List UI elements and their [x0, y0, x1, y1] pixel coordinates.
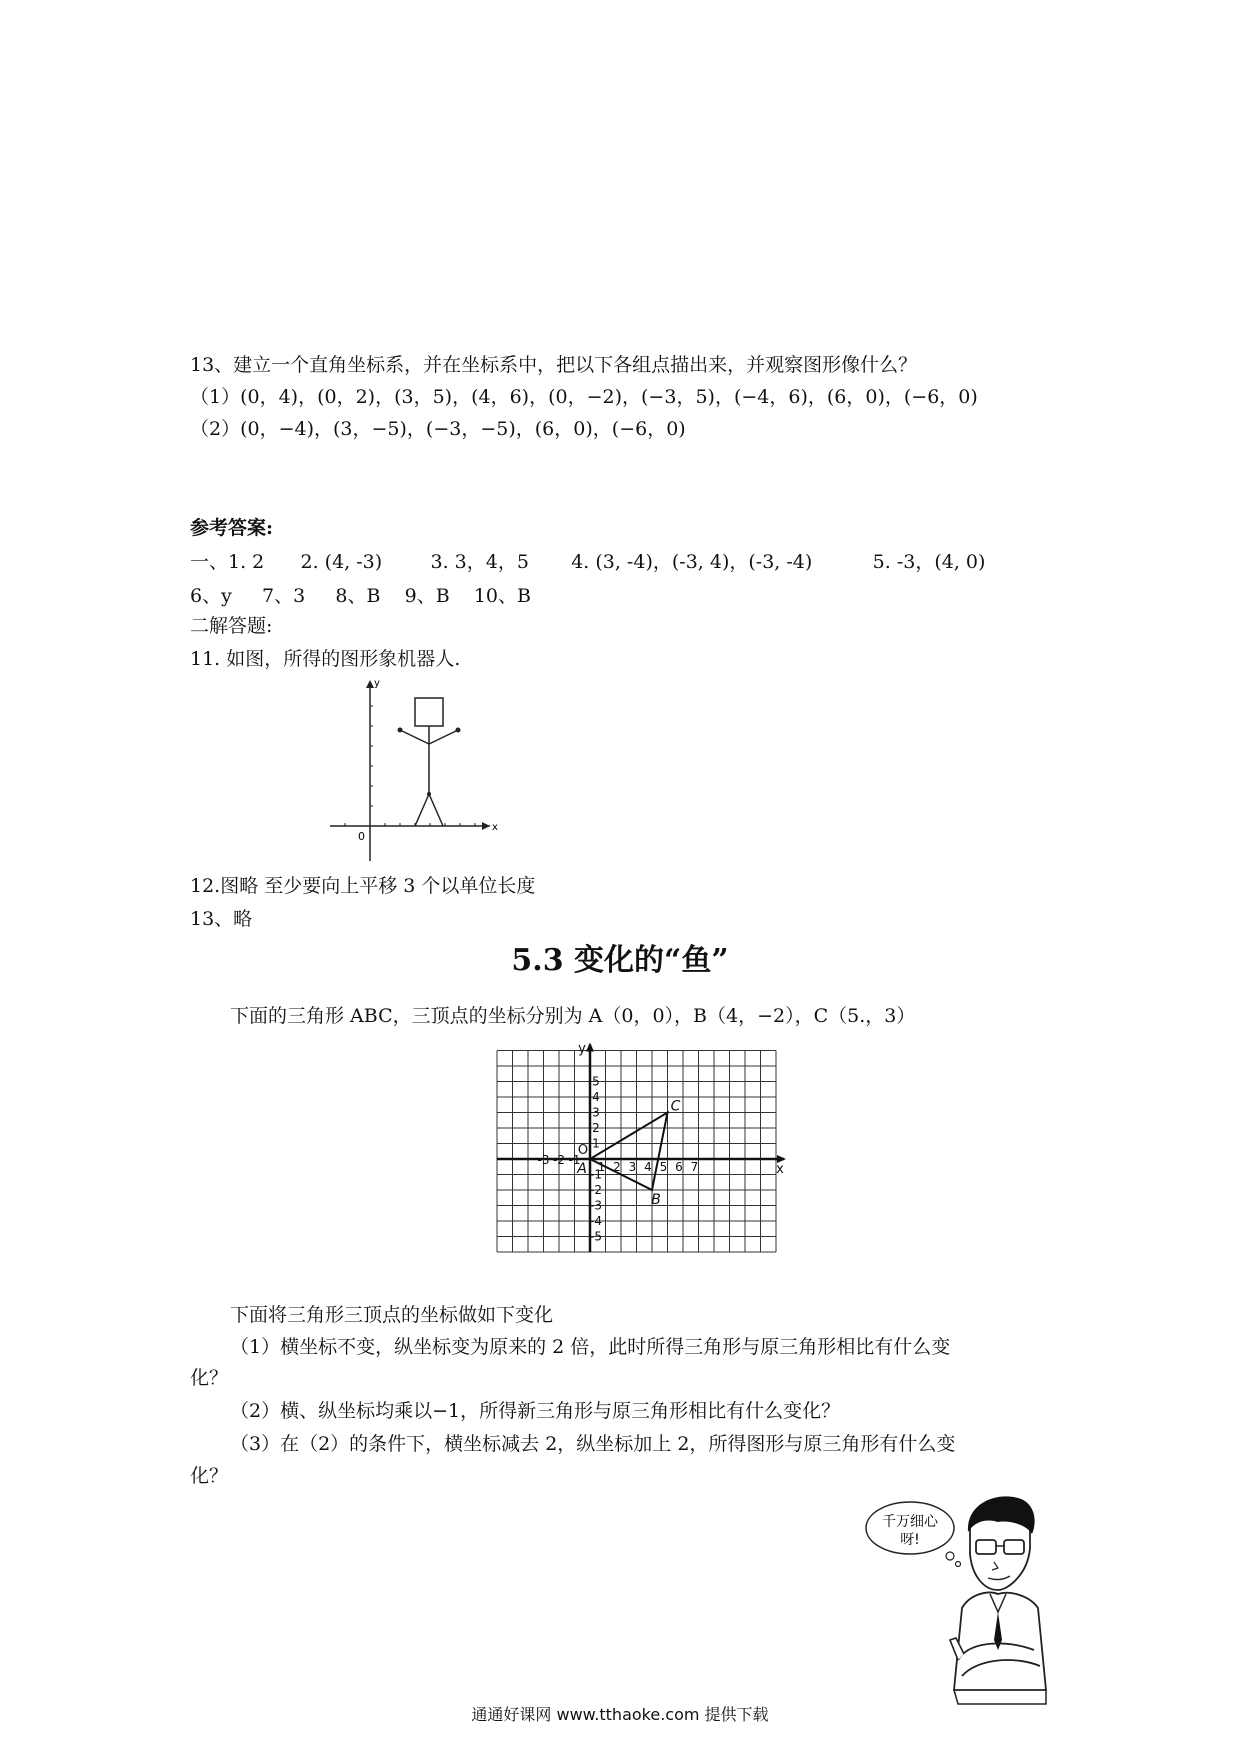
task-1-line-2: 化？ [190, 1367, 229, 1389]
y-axis-arrow [586, 1043, 594, 1052]
x-tick-label: 6 [675, 1160, 683, 1174]
robot-y-label: y [374, 678, 380, 689]
y-tick-label: 3 [592, 1105, 600, 1120]
robot-head [415, 698, 443, 726]
answer-12: 12.图略 至少要向上平移 3 个以单位长度 [190, 875, 536, 897]
robot-left-leg [415, 794, 429, 826]
section-title: 5.3 变化的“鱼” [511, 943, 729, 978]
answers-heading: 参考答案: [190, 517, 274, 539]
task-1-line-1: （1）横坐标不变，纵坐标变为原来的 2 倍，此时所得三角形与原三角形相比有什么变 [230, 1336, 951, 1358]
x-tick-label: -3 [537, 1153, 550, 1167]
robot-x-label: x [492, 822, 498, 833]
robot-origin-label: 0 [358, 830, 365, 843]
tasks-intro: 下面将三角形三顶点的坐标做如下变化 [230, 1304, 554, 1326]
origin-label: O [577, 1143, 589, 1158]
y-tick-label: -3 [590, 1198, 602, 1213]
y-axis-label: y [578, 1041, 586, 1057]
x-tick-label: 2 [613, 1160, 621, 1174]
x-tick-label: 4 [644, 1160, 652, 1174]
task-2: （2）横、纵坐标均乘以−1，所得新三角形与原三角形相比有什么变化？ [230, 1400, 841, 1422]
vertex-label-c: C [670, 1098, 681, 1115]
answers-row-1: 一、1. 2 2. (4, -3) 3. 3，4，5 4. (3, -4)，(-3, 4)，(-3, -4) 5. -3，(4, 0) [190, 551, 986, 573]
x-tick-label: 5 [659, 1160, 668, 1174]
y-tick-label: -5 [590, 1229, 602, 1244]
x-tick-label: -2 [553, 1153, 565, 1167]
y-tick-label: -2 [590, 1183, 602, 1197]
y-tick-label: -4 [590, 1214, 602, 1228]
y-tick-label: 5 [592, 1074, 600, 1089]
x-axis-label: x [776, 1162, 784, 1177]
answers-section-2: 二解答题: [190, 615, 273, 637]
robot-figure [330, 676, 500, 866]
vertex-label-a: A [577, 1161, 587, 1177]
question-13-points-2: （2）(0，−4)，(3，−5)，(−3，−5)，(6，0)，(−6，0) [190, 418, 686, 440]
answers-row-2: 6、y 7、3 8、B 9、B 10、B [190, 585, 531, 607]
bubble-text-line-1: 千万细心 [882, 1514, 938, 1530]
x-tick-label: 1 [597, 1160, 606, 1174]
question-13-points-1: （1）(0，4)，(0，2)，(3，5)，(4，6)，(0，−2)，(−3，5)，(−4，6)，(6，0)，(−6，0) [190, 386, 978, 408]
robot-right-arm [429, 730, 458, 744]
robot-right-leg [429, 794, 443, 826]
x-tick-label: 7 [690, 1160, 699, 1174]
x-tick-label: 3 [628, 1160, 637, 1174]
bubble-text-line-2: 呀! [900, 1532, 920, 1548]
cartoon-teacher [858, 1490, 1058, 1710]
y-tick-label: 1 [592, 1136, 600, 1151]
question-13-title: 13、建立一个直角坐标系，并在坐标系中，把以下各组点描出来，并观察图形像什么？ [190, 354, 918, 376]
coordinate-grid-figure [490, 1035, 800, 1290]
task-3-line-1: （3）在（2）的条件下，横坐标减去 2，纵坐标加上 2，所得图形与原三角形有什么变 [230, 1433, 956, 1455]
answer-13: 13、略 [190, 908, 253, 930]
y-tick-label: -1 [590, 1167, 602, 1182]
section-intro: 下面的三角形 ABC，三顶点的坐标分别为 A（0，0），B（4，−2），C（5.，3） [230, 1005, 916, 1027]
task-3-line-2: 化？ [190, 1465, 229, 1487]
robot-left-arm [400, 730, 429, 744]
y-tick-label: 2 [592, 1121, 600, 1135]
x-tick-label: -1 [568, 1153, 581, 1167]
footer-text: 通通好课网 www.tthaoke.com 提供下载 [471, 1705, 769, 1724]
y-tick-label: 4 [592, 1090, 600, 1104]
vertex-label-b: B [651, 1192, 661, 1208]
answer-11: 11. 如图，所得的图形象机器人. [190, 648, 461, 670]
